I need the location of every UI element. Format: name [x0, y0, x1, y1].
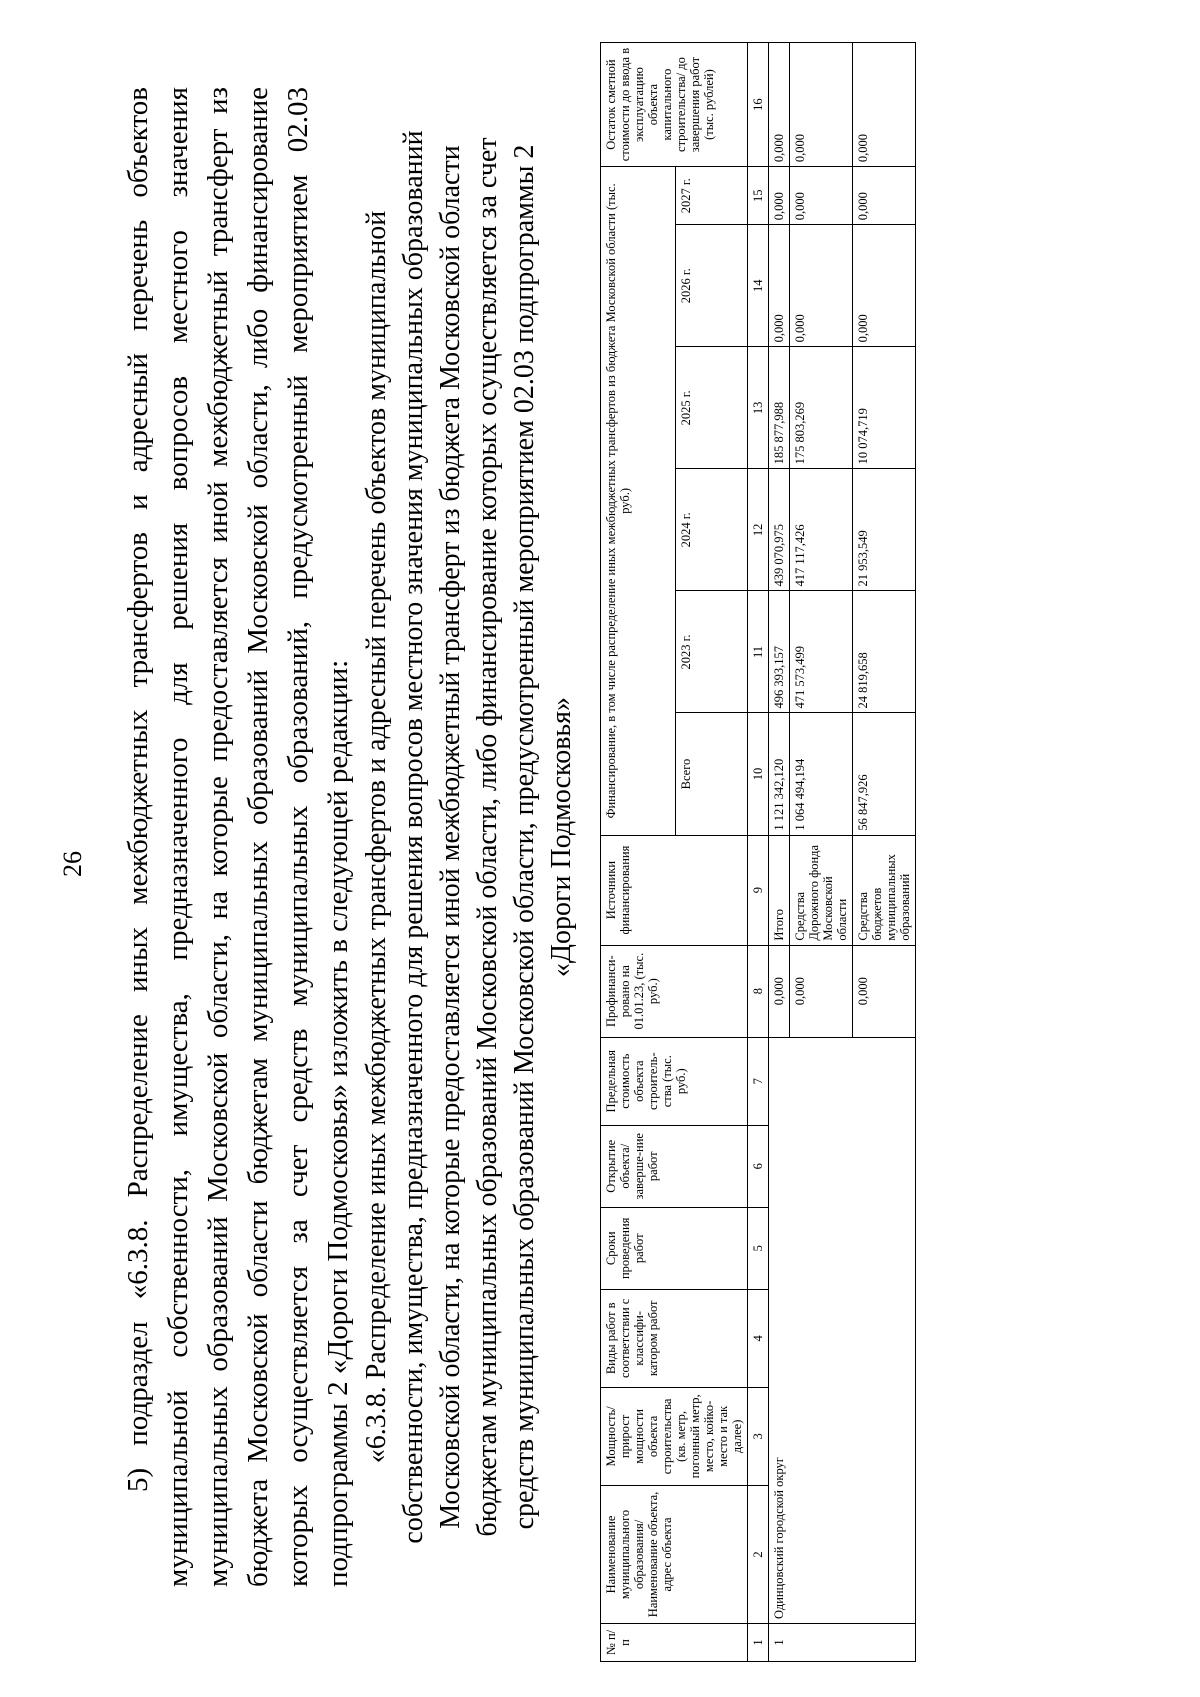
y2025-cell: 175 803,269 — [790, 347, 853, 469]
column-number: 10 — [748, 713, 769, 835]
y2025-cell: 10 074,719 — [853, 347, 916, 469]
header-cell: Профинанси-ровано на 01.01.23, (тыс. руб.) — [601, 945, 748, 1037]
header-cell: 2023 г. — [675, 591, 747, 713]
section-heading: «6.3.8. Распределение иных межбюджетных трансфертов и адресный перечень объектов муниципальной собственности, имущества, предназначенного для решения вопросов местного значения муниципальных образований Московской области, на которые предоставляется иной межбюджетный трансферт из бюджета Московской области бюджетам муниципальных образований Московской области, либо финансирование которых осуществляется за счет средств муниципальных образований Московской области, предусмотренный мероприятием 02.03 подпрограммы 2 «Дороги Подмосковья» — [361, 130, 577, 1544]
y2023-cell: 496 393,157 — [769, 591, 790, 713]
y2024-cell: 439 070,975 — [769, 469, 790, 591]
y2026-cell: 0,000 — [853, 225, 916, 347]
y2027-cell: 0,000 — [769, 167, 790, 225]
table-row — [769, 43, 790, 1662]
header-group-financing: Финансирование, в том числе распределение иных межбюджетных трансфертов из бюджета Московской области (тыс. руб.) — [601, 167, 676, 835]
column-number-row — [748, 43, 769, 1662]
transfers-table — [600, 42, 916, 1662]
y2024-cell: 417 117,426 — [790, 469, 853, 591]
column-number: 15 — [748, 167, 769, 225]
column-number: 3 — [748, 1387, 769, 1485]
source-cell: Итого — [769, 835, 790, 945]
column-number: 12 — [748, 469, 769, 591]
y2023-cell: 471 573,499 — [790, 591, 853, 713]
header-cell: 2026 г. — [675, 225, 747, 347]
header-cell: Предельная стоимость объекта строитель-ства (тыс. руб.) — [601, 1037, 748, 1125]
column-number: 5 — [748, 1207, 769, 1289]
table-header-row — [601, 43, 676, 1662]
rest-cell: 0,000 — [853, 43, 916, 167]
column-number: 1 — [748, 1623, 769, 1661]
column-number: 4 — [748, 1289, 769, 1387]
total-cell: 1 121 342,120 — [769, 713, 790, 835]
row-number: 1 — [769, 1623, 916, 1661]
source-cell: Средства бюджетов муниципальных образований — [853, 835, 916, 945]
intro-paragraph: 5) подраздел «6.3.8. Распределение иных межбюджетных трансфертов и адресный перечень объектов муниципальной собственности, имущества, предназначенного для решения вопросов местного значения муниципальных образований Московской области, на которые предоставляется иной межбюджетный трансферт из бюджета Московской области бюджетам муниципальных образований Московской области, либо финансирование которых осуществляется за счет средств муниципальных образований, предусмотренный мероприятием 02.03 подпрограммы 2 «Дороги Подмосковья» изложить в следующей редакции: — [122, 87, 354, 1587]
column-number: 6 — [748, 1125, 769, 1207]
column-number: 7 — [748, 1037, 769, 1125]
column-number: 8 — [748, 945, 769, 1037]
header-cell: 2024 г. — [675, 469, 747, 591]
y2027-cell: 0,000 — [853, 167, 916, 225]
y2023-cell: 24 819,658 — [853, 591, 916, 713]
column-number: 13 — [748, 347, 769, 469]
y2026-cell: 0,000 — [769, 225, 790, 347]
document-text — [118, 87, 580, 1587]
funded-cell: 0,000 — [790, 945, 853, 1037]
funded-cell: 0,000 — [769, 945, 790, 1037]
rest-cell: 0,000 — [790, 43, 853, 167]
header-cell: № п/п — [601, 1623, 748, 1661]
header-cell: Остаток сметной стоимости до ввода в эксплуатацию объекта капитального строительства/ до завершения работ (тыс. рублей) — [601, 43, 748, 167]
column-number: 2 — [748, 1485, 769, 1623]
header-cell: Виды работ в соответствии с классифи-катором работ — [601, 1289, 748, 1387]
header-cell: Открытие объекта/ заверше-ние работ — [601, 1125, 748, 1207]
total-cell: 56 847,926 — [853, 713, 916, 835]
column-number: 16 — [748, 43, 769, 167]
header-cell: Наименование муниципального образования/ Наименование объекта, адрес объекта — [601, 1485, 748, 1623]
total-cell: 1 064 494,194 — [790, 713, 853, 835]
source-cell: Средства Дорожного фонда Московской области — [790, 835, 853, 945]
y2026-cell: 0,000 — [790, 225, 853, 347]
header-cell: 2025 г. — [675, 347, 747, 469]
header-cell: Всего — [675, 713, 747, 835]
page-number: 26 — [58, 851, 87, 877]
municipality-name: Одинцовский городской округ — [769, 1037, 916, 1623]
y2024-cell: 21 953,549 — [853, 469, 916, 591]
header-cell: Сроки проведения работ — [601, 1207, 748, 1289]
column-number: 14 — [748, 225, 769, 347]
header-cell: Мощность/ прирост мощности объекта строительства (кв. метр, погонный метр, место, койко-место и так далее) — [601, 1387, 748, 1485]
header-cell: 2027 г. — [675, 167, 747, 225]
rest-cell: 0,000 — [769, 43, 790, 167]
column-number: 11 — [748, 591, 769, 713]
funded-cell: 0,000 — [853, 945, 916, 1037]
column-number: 9 — [748, 835, 769, 945]
y2027-cell: 0,000 — [790, 167, 853, 225]
header-cell: Источники финансирования — [601, 835, 748, 945]
y2025-cell: 185 877,988 — [769, 347, 790, 469]
